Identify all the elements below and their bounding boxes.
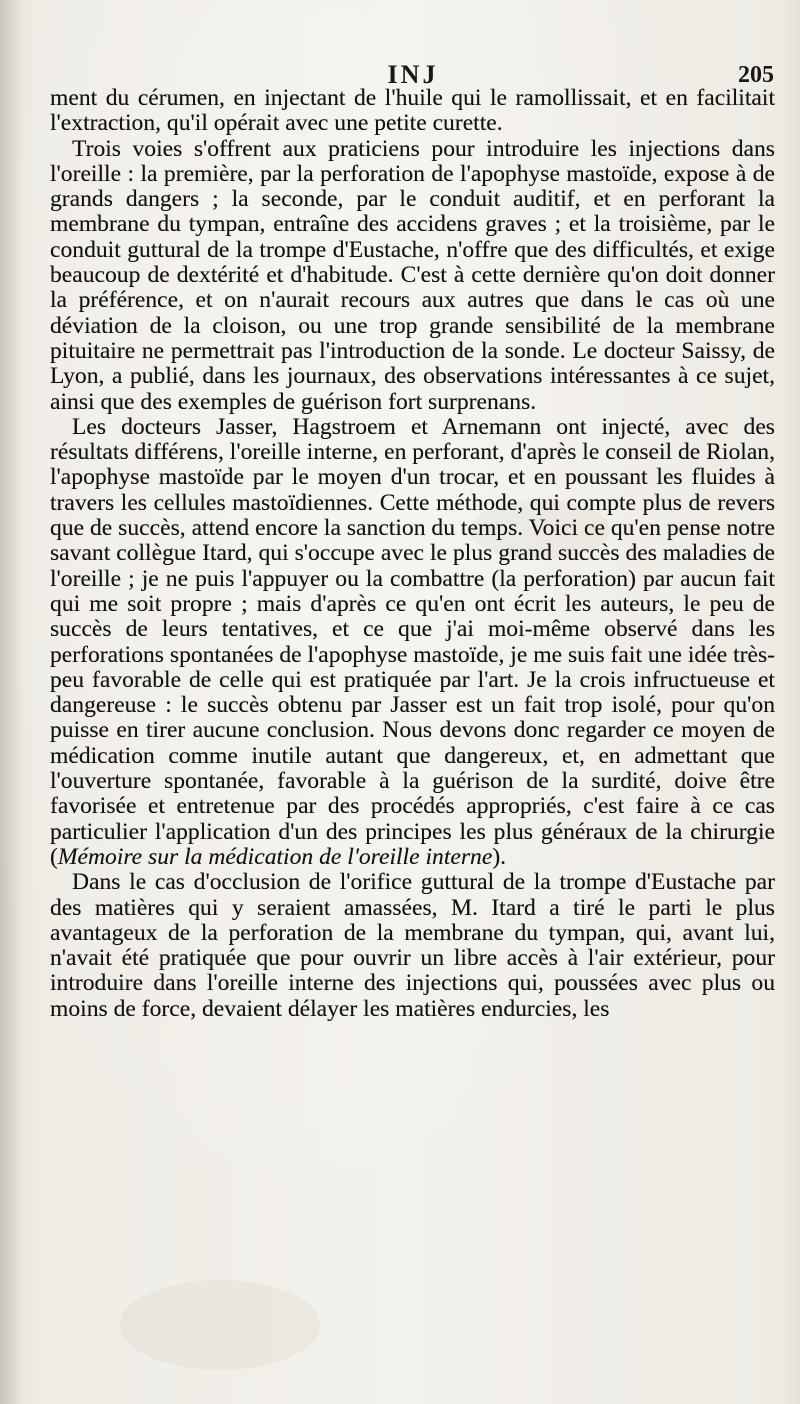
page-gutter-shadow <box>0 0 22 1404</box>
paragraph <box>50 415 775 870</box>
paragraph: Trois voies s'offrent aux praticiens pour introduire les injections dans l'oreille : la première, par la perforation de l'apophyse mastoïde, expose à de grands dangers ; la seconde, par le conduit auditif, et en perforant la membrane du tympan, entraîne des accidens graves ; et la troisième, par le conduit guttural de la trompe d'Eustache, n'offre que des difficultés, et exige beaucoup de dextérité et d'habitude. C'est à cette dernière qu'on doit donner la préférence, et on n'aurait recours aux autres que dans le cas où une déviation de la cloison, ou une trop grande sensibilité de la membrane pituitaire ne permettrait pas l'introduction de la sonde. Le docteur Saissy, de Lyon, a publié, dans les journaux, des observations intéressantes à ce sujet, ainsi que des exemples de guérison fort surprenans. <box>50 135 775 415</box>
paragraph-text: ). <box>492 843 507 870</box>
paragraph-text: Les docteurs Jasser, Hagstroem et Arnemann ont injecté, avec des résultats différens, l'oreille interne, en perforant, d'après le conseil de Riolan, l'apophyse mastoïde par le moyen d'un trocar, et en poussant les fluides à travers les cellules mastoïdiennes. Cette méthode, qui compte plus de revers que de succès, attend encore la sanction du temps. Voici ce qu'en pense notre savant collègue Itard, qui s'occupe avec le plus grand succès des maladies de l'oreille ; je ne puis l'appuyer ou la combattre (la perforation) par aucun fait qui me soit propre ; mais d'après ce qu'en ont écrit les auteurs, le peu de succès de leurs tentatives, et ce que j'ai moi-même observé dans les perforations spontanées de l'apophyse mastoïde, je me suis fait une idée très-peu favorable de celle qui est pratiquée par l'art. Je la crois infructueuse et dangereuse : le succès obtenu par Jasser est un fait trop isolé, pour qu'on puisse en tirer aucune conclusion. Nous devons donc regarder ce moyen de médication comme inutile autant que dangereux, et, en admettant que l'ouverture spontanée, favorable à la guérison de la surdité, doive être favorisée et entretenue par des procédés appropriés, c'est faire à ce cas particulier l'application d'un des principes les plus généraux de la chirurgie ( <box>50 413 775 870</box>
paragraph: Dans le cas d'occlusion de l'orifice guttural de la trompe d'Eustache par des matières qui y seraient amassées, M. Itard a tiré le parti le plus avantageux de la perforation de la membrane du tympan, qui, avant lui, n'avait été pratiquée que pour ouvrir un libre accès à l'air extérieur, pour introduire dans l'oreille interne des injections qui, poussées avec plus ou moins de force, devaient délayer les matières endurcies, les <box>50 869 775 1022</box>
paper-stain <box>120 1280 320 1370</box>
body-text <box>50 86 775 1022</box>
running-head: INJ <box>387 60 439 89</box>
paragraph: ment du cérumen, en injectant de l'huile qui le ramollissait, et en facilitait l'extraction, qu'il opérait avec une petite curette. <box>50 85 775 137</box>
page-number: 205 <box>738 62 774 88</box>
cited-title: Mémoire sur la médication de l'oreille interne <box>57 843 493 870</box>
